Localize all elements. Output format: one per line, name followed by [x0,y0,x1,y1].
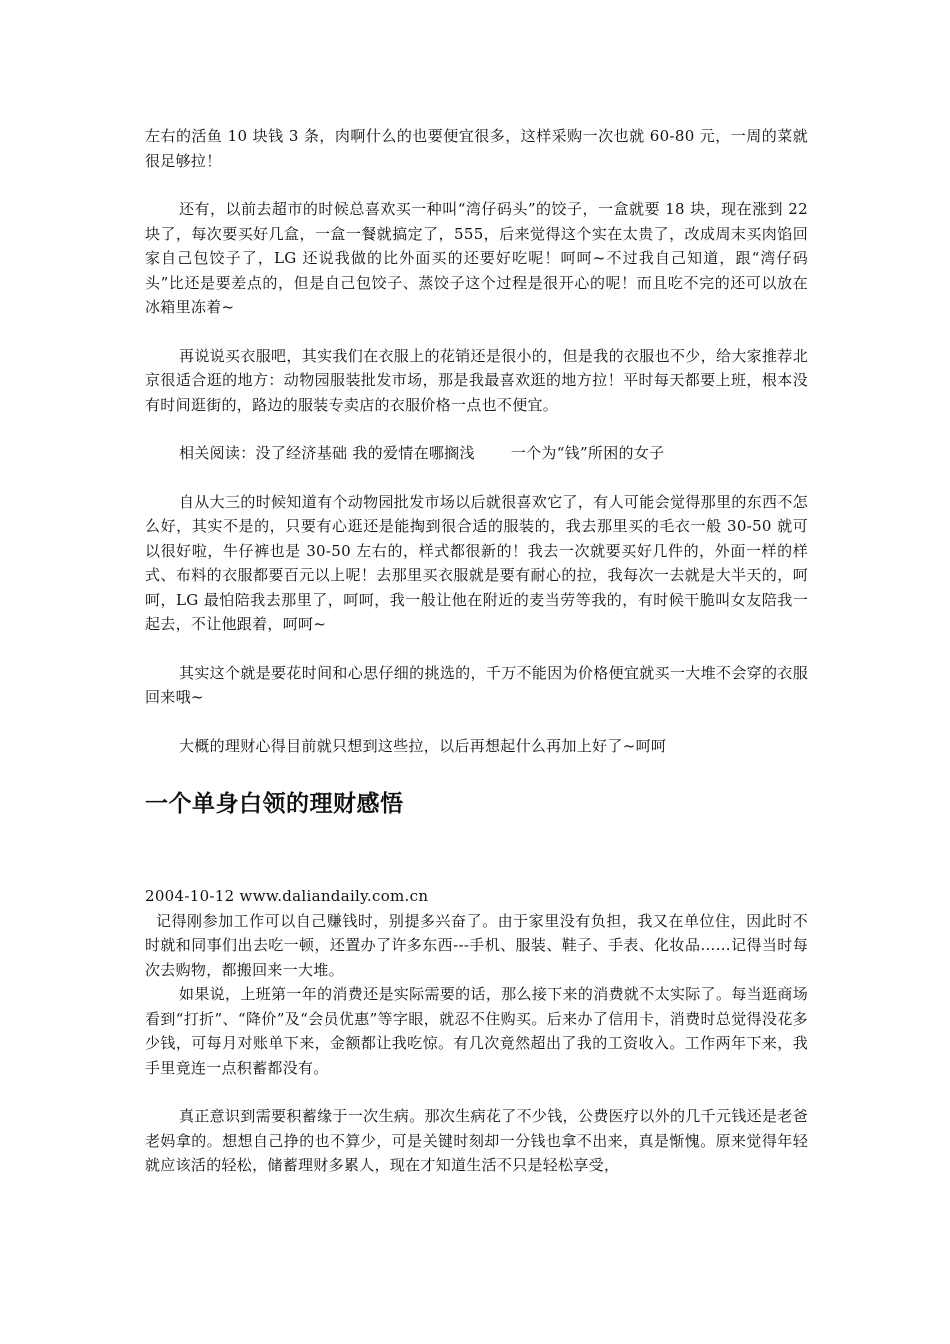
related-link-money-woman[interactable]: 一个为“钱”所困的女子 [510,444,665,462]
article-dateline: 2004-10-12 www.daliandaily.com.cn [145,887,429,905]
related-reading [145,441,808,466]
related-link-economic-basis[interactable]: 没了经济基础 我的爱情在哪搁浅 [255,444,475,462]
document-page [145,124,808,1178]
paragraph-spending: 如果说，上班第一年的消费还是实际需要的话，那么接下来的消费就不太实际了。每当逛商场看到“打折”、“降价”及“会员优惠”等字眼，就忍不住购买。后来办了信用卡，消费时总觉得没花多少钱，可每月对账单下来，金额都让我吃惊。有几次竟然超出了我的工资收入。工作两年下来，我手里竟连一点积蓄都没有。 [145,985,808,1077]
paragraph-first-job: 记得刚参加工作可以自己赚钱时，别提多兴奋了。由于家里没有负担，我又在单位住，因此时不时就和同事们出去吃一顿，还置办了许多东西---手机、服装、鞋子、手表、化妆品……记得当时每次去购物，都搬回来一大堆。 [145,911,808,979]
related-reading-label: 相关阅读： [179,444,256,462]
paragraph-zoo-market: 自从大三的时候知道有个动物园批发市场以后就很喜欢它了，有人可能会觉得那里的东西不怎么好，其实不是的，只要有心逛还是能掏到很合适的服装的，我去那里买的毛衣一般 30-50 就可以很好啦，牛仔裤也是 30-50 左右的，样式都很新的！我去一次就要买好几件的，外面一样的样式、布料的衣服都要百元以上呢！去那里买衣服就是要有耐心的拉，我每次一去就是大半天的，呵呵，LG 最怕陪我去那里了，呵呵，我一般让他在附近的麦当劳等我的，有时候干脆叫女友陪我一起去，不让他跟着，呵呵~ [145,492,808,633]
article-title: 一个单身白领的理财感悟 [145,791,404,817]
paragraph-clothes: 再说说买衣服吧，其实我们在衣服上的花销还是很小的，但是我的衣服也不少，给大家推荐北京很适合逛的地方：动物园服装批发市场，那是我最喜欢逛的地方拉！平时每天都要上班，根本没有时间逛街的，路边的服装专卖店的衣服价格一点也不便宜。 [145,346,808,414]
paragraph-conclusion: 大概的理财心得目前就只想到这些拉，以后再想起什么再加上好了~呵呵 [179,736,667,755]
paragraph-dumplings: 还有，以前去超市的时候总喜欢买一种叫“湾仔码头”的饺子，一盒就要 18 块，现在涨到 22 块了，每次要买好几盒，一盒一餐就搞定了，555，后来觉得这个实在太贵了，改成周末买肉馅回家自己包饺子了，LG 还说我做的比外面买的还要好吃呢！呵呵~不过我自己知道，跟“湾仔码头”比还是要差点的，但是自己包饺子、蒸饺子这个过程是很开心的呢！而且吃不完的还可以放在冰箱里冻着~ [145,200,808,316]
paragraph-fish-prices: 左右的活鱼 10 块钱 3 条，肉啊什么的也要便宜很多，这样采购一次也就 60-80 元，一周的菜就很足够拉！ [145,127,808,170]
paragraph-illness: 真正意识到需要积蓄缘于一次生病。那次生病花了不少钱，公费医疗以外的几千元钱还是老爸老妈拿的。想想自己挣的也不算少，可是关键时刻却一分钱也拿不出来，真是惭愧。原来觉得年轻就应该活的轻松，储蓄理财多累人，现在才知道生活不只是轻松享受， [145,1107,808,1174]
paragraph-careful-selection: 其实这个就是要花时间和心思仔细的挑选的，千万不能因为价格便宜就买一大堆不会穿的衣服回来哦~ [145,663,808,706]
